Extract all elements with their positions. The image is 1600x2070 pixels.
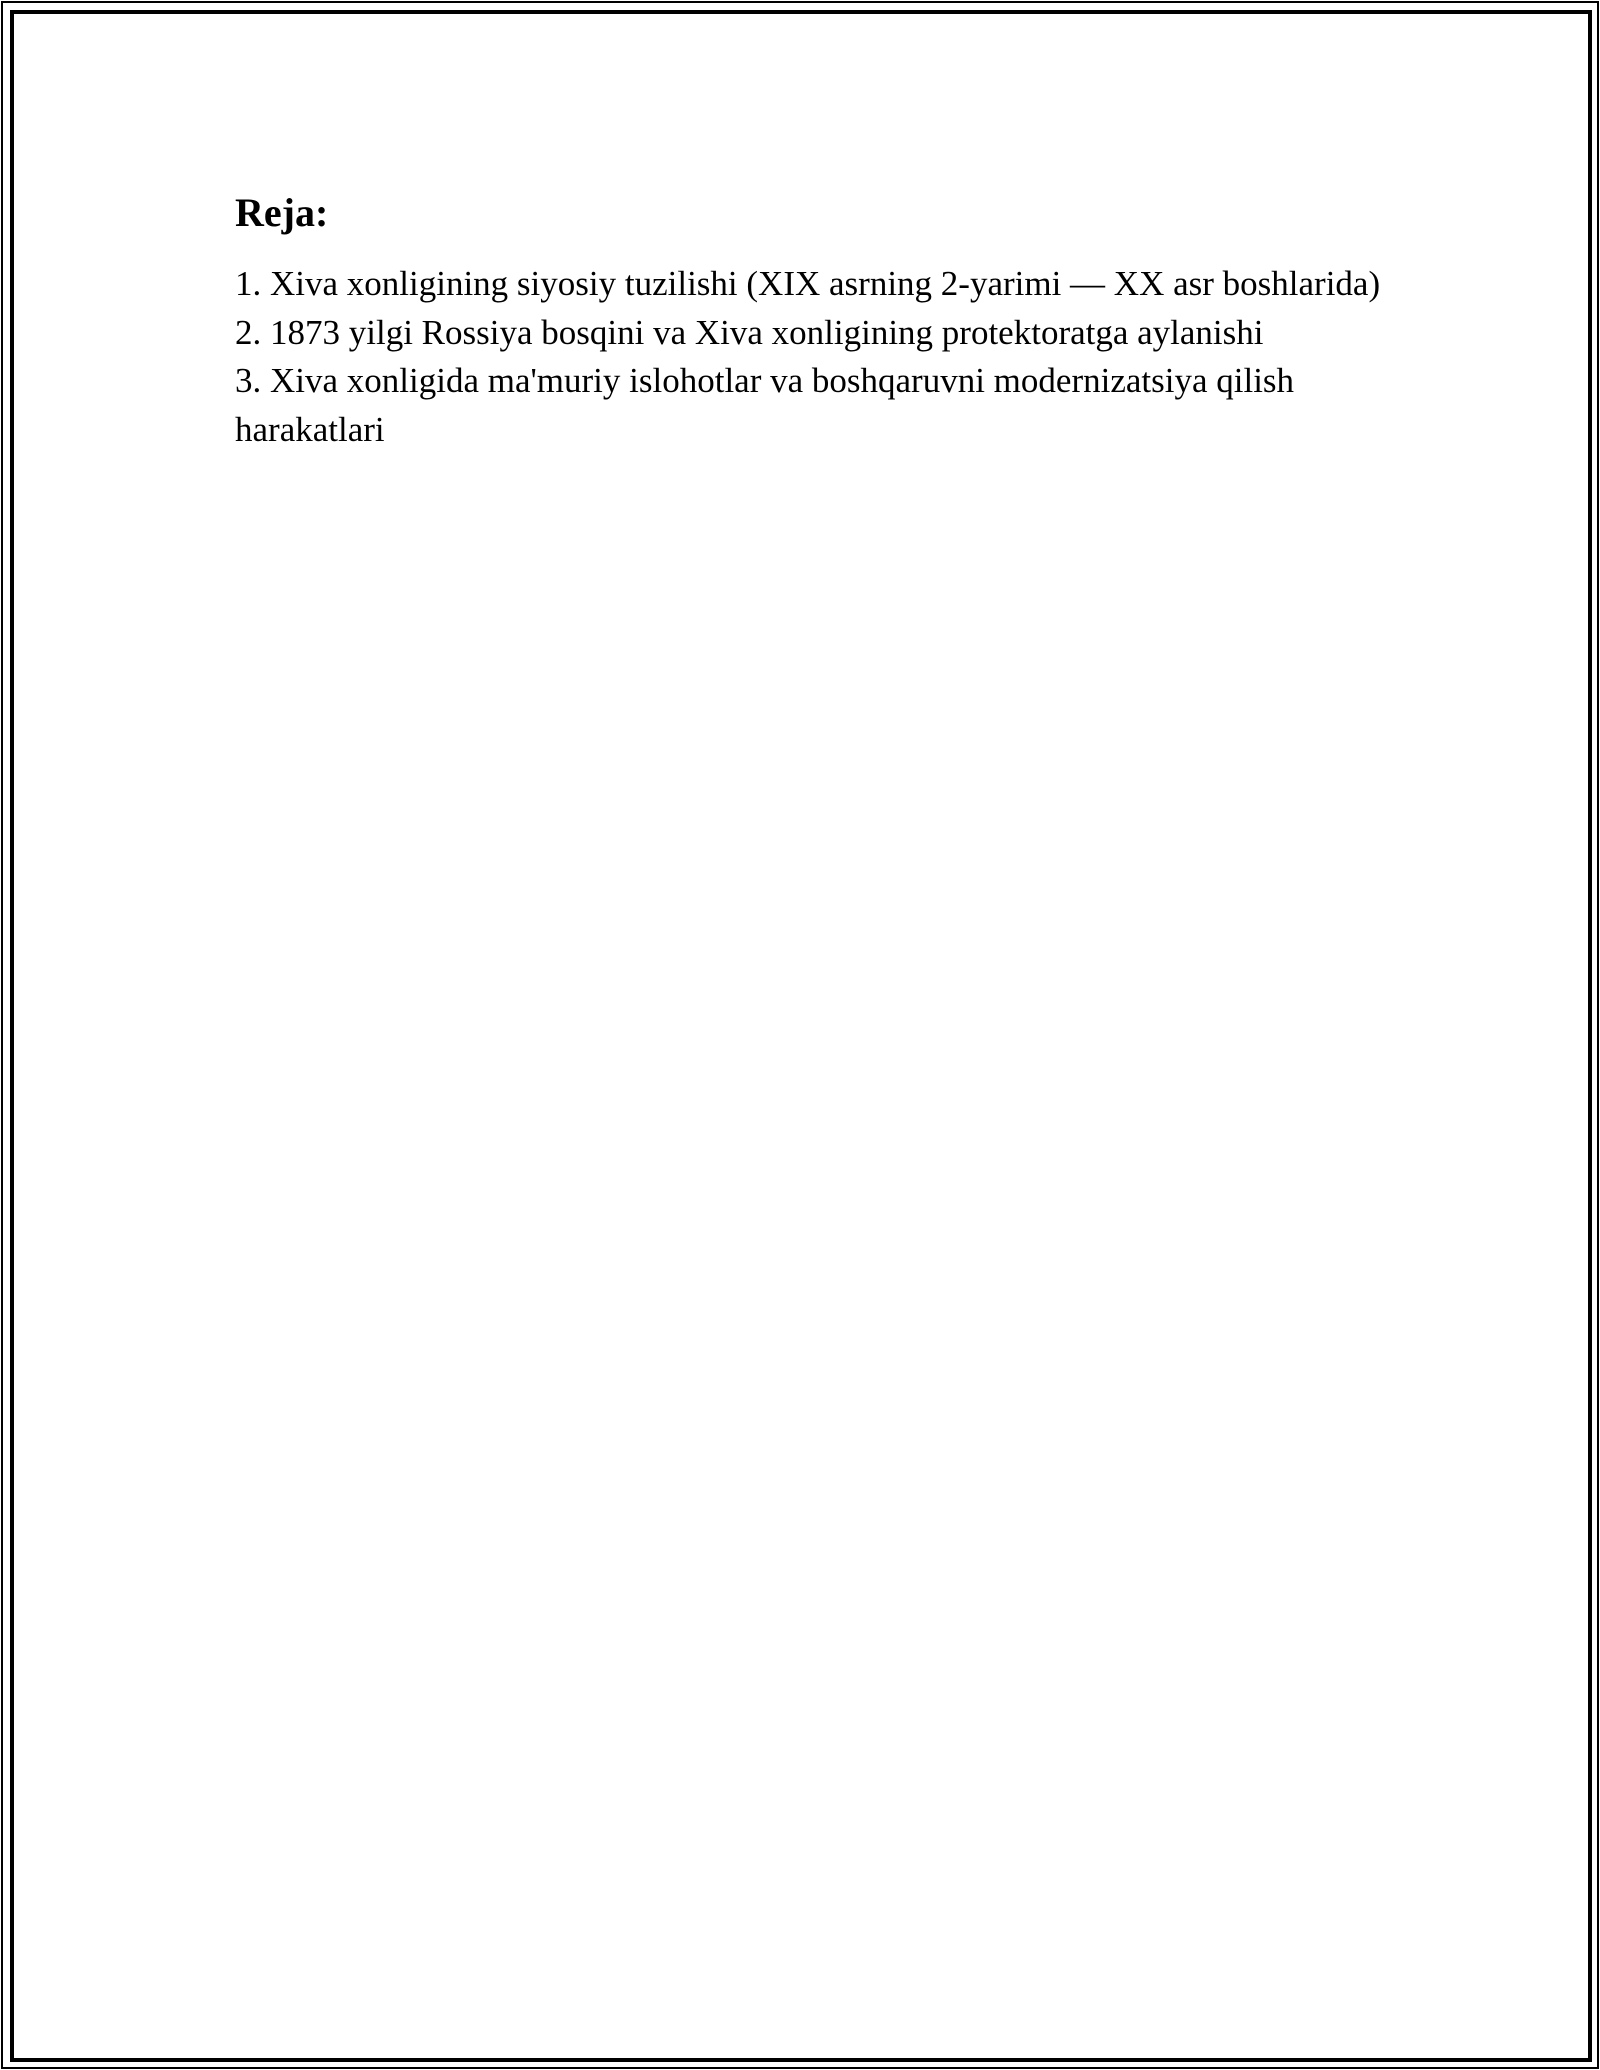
plan-heading: Reja: xyxy=(235,190,329,235)
document-content xyxy=(235,188,1395,454)
plan-list xyxy=(235,260,1395,454)
plan-item-3: 3. Xiva xonligida ma'muriy islohotlar va boshqaruvni modernizatsiya qilish harakatlari xyxy=(235,361,1295,449)
plan-item-2: 2. 1873 yilgi Rossiya bosqini va Xiva xonligining protektoratga aylanishi xyxy=(235,312,1264,352)
plan-item-1: 1. Xiva xonligining siyosiy tuzilishi (XIX asrning 2-yarimi — XX asr boshlarida) xyxy=(235,264,1381,303)
